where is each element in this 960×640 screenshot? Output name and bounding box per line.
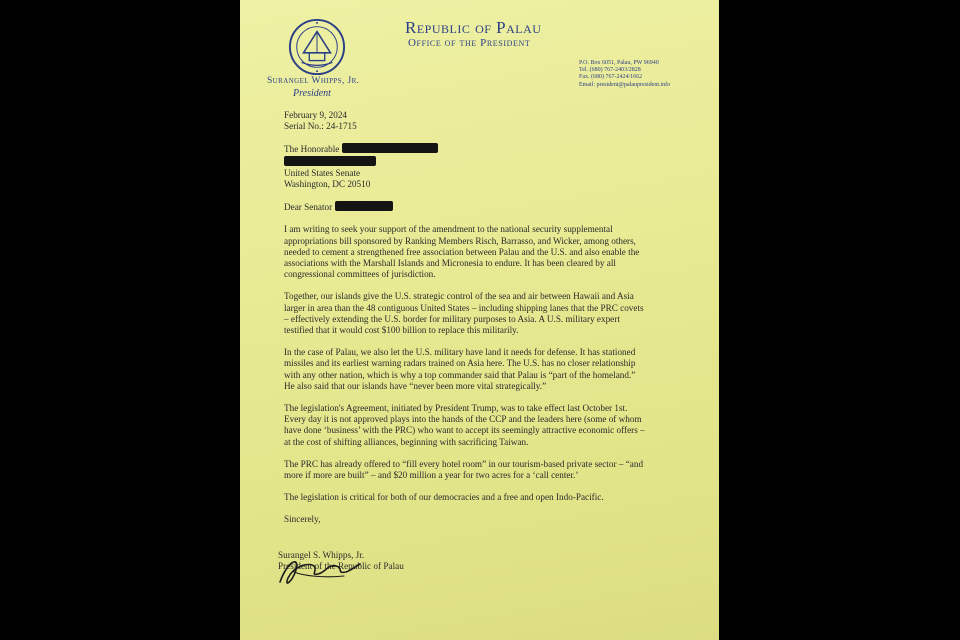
paragraph-line: missiles and its earliest warning radars trained on Asia here. The U.S. has no closer relationship xyxy=(284,358,636,369)
paragraph xyxy=(284,224,694,280)
handwritten-signature-icon xyxy=(274,552,364,592)
paragraph-line: appropriations bill sponsored by Ranking Members Risch, Barrasso, and Wicker, among others, xyxy=(284,235,636,246)
letter-page xyxy=(240,0,719,640)
paragraph xyxy=(284,403,694,448)
contact-block xyxy=(579,60,670,89)
paragraph-line: Together, our islands give the U.S. strategic control of the sea and air between Hawaii and Asia xyxy=(284,291,634,302)
closing: Sincerely, xyxy=(284,514,321,525)
paragraph-line: at the cost of shifting alliances, beginning with sacrificing Taiwan. xyxy=(284,436,529,447)
paragraph-line: have done ‘business’ with the PRC) who want to accept its seemingly attractive economic offers – xyxy=(284,425,645,436)
contact-line: Tel. (680) 767-2403/2828 xyxy=(579,67,641,74)
paragraph-line: needed to cement a strengthened free association between Palau and the U.S. and also enable the xyxy=(284,246,640,257)
paragraph-line: larger in area than the 48 contiguous United States – including shipping lanes that the PRC covets xyxy=(284,302,644,313)
president-title: President xyxy=(293,88,331,99)
paragraph xyxy=(284,291,694,336)
redaction-bar xyxy=(335,201,393,211)
paragraph-line: He also said that our islands have “never been more vital strategically.” xyxy=(284,380,547,391)
presidential-seal-icon xyxy=(288,18,346,76)
letter-body xyxy=(278,110,694,572)
paragraph-line: I am writing to seek your support of the amendment to the national security supplemental xyxy=(284,224,613,235)
paragraph-line: The legislation's Agreement, initiated by President Trump, was to take effect last October 1st. xyxy=(284,403,628,414)
salutation-line xyxy=(284,201,694,213)
paragraph-line: congressional committees of jurisdiction. xyxy=(284,269,436,280)
salutation: Dear Senator xyxy=(284,202,333,213)
signer-name: Surangel S. Whipps, Jr. xyxy=(278,549,365,560)
paragraph xyxy=(284,347,694,392)
paragraph-line: testified that it would cost $100 billion to replace this militarily. xyxy=(284,325,519,336)
redaction-bar xyxy=(342,143,438,153)
contact-line: P.O. Box 6051, Palau, PW 96940 xyxy=(579,60,659,66)
letterhead-title: Republic of Palau xyxy=(405,18,542,37)
redaction-bar xyxy=(284,156,376,166)
paragraph-line: with any other nation, which is why a top commander said that Palau is “part of the homeland.” xyxy=(284,369,636,380)
recipient-line xyxy=(284,143,694,155)
paragraph-line: associations with the Marshall Islands and Micronesia to endure. It has been cleared by all xyxy=(284,258,616,269)
serial-number: Serial No.: 24-1715 xyxy=(284,121,357,132)
paragraph-line: Every day it is not approved plays into the hands of the CCP and the leaders here (some of whom xyxy=(284,414,642,425)
president-name: Surangel Whipps, Jr. xyxy=(267,76,360,86)
recipient-prefix: The Honorable xyxy=(284,144,340,155)
paragraph xyxy=(284,459,694,481)
recipient-name-line xyxy=(284,156,694,168)
recipient-city: Washington, DC 20510 xyxy=(284,179,371,190)
letter-date: February 9, 2024 xyxy=(284,110,348,120)
paragraph-line: The PRC has already offered to “fill every hotel room” in our tourism-based private sector – “and xyxy=(284,458,644,469)
paragraph-line: In the case of Palau, we also let the U.S. military have land it needs for defense. It has stationed xyxy=(284,347,636,358)
paragraph xyxy=(284,492,694,503)
paragraph-line: – effectively extending the U.S. border for military purposes to Asia. A U.S. military expert xyxy=(284,313,620,324)
letterhead-subtitle: Office of the President xyxy=(408,37,531,49)
paragraph-line: more if more are built” – and $20 million a year for two acres for a ‘call center.’ xyxy=(284,470,579,481)
paragraph-line: The legislation is critical for both of our democracies and a free and open Indo-Pacific. xyxy=(284,492,604,503)
contact-line: Email: president@palaupresident.info xyxy=(579,81,671,88)
contact-line: Fax. (680) 767-2424/1662 xyxy=(579,74,643,81)
signer-title: President of the Republic of Palau xyxy=(278,560,404,571)
recipient-org: United States Senate xyxy=(284,167,361,178)
